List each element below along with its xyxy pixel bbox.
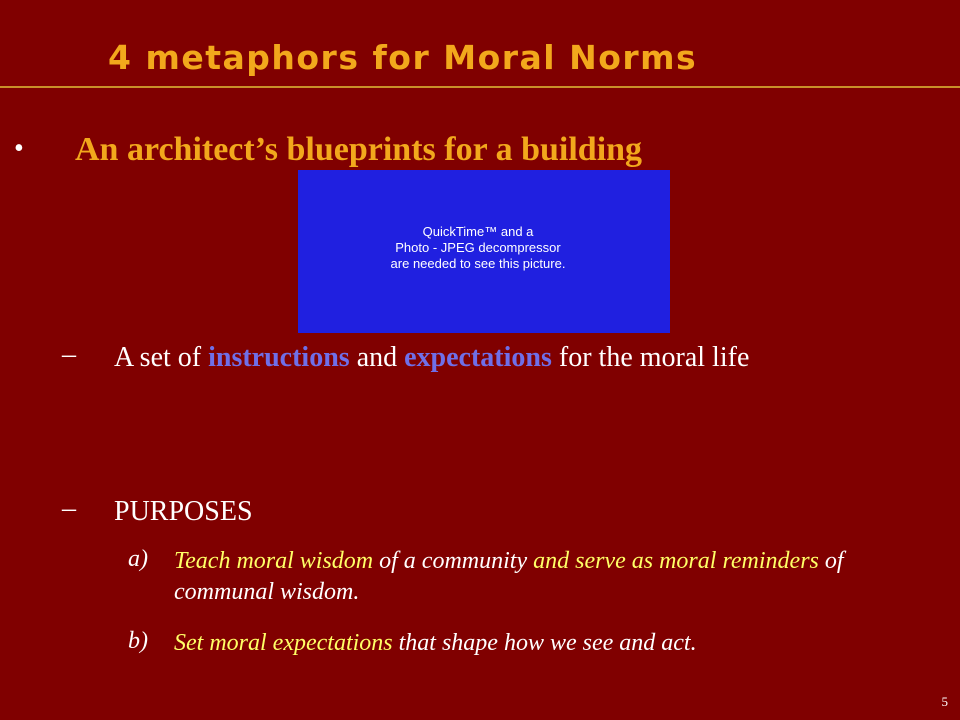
item-a-emphasis-2: and serve as moral reminders bbox=[533, 548, 819, 574]
highlight-expectations: expectations bbox=[404, 342, 552, 373]
sub-bullet-instructions bbox=[114, 339, 904, 377]
slide-title: 4 metaphors for Moral Norms bbox=[108, 38, 698, 77]
sub1-text-a: A set of bbox=[114, 342, 209, 373]
sub1-text-b: and bbox=[349, 342, 405, 373]
image-placeholder bbox=[298, 170, 670, 333]
item-label-b: b) bbox=[128, 628, 148, 654]
item-b-emphasis-1: Set moral expectations bbox=[174, 630, 393, 656]
title-divider bbox=[0, 86, 960, 88]
page-number: 5 bbox=[941, 694, 948, 709]
sub-bullet-dash-1: – bbox=[62, 339, 76, 370]
placeholder-line-3: are needed to see this picture. bbox=[390, 256, 566, 271]
sub-bullet-dash-2: – bbox=[62, 493, 76, 524]
placeholder-line-2: Photo - JPEG decompressor bbox=[395, 240, 561, 255]
sub1-text-c: for the moral life bbox=[551, 342, 750, 373]
purpose-item-b bbox=[174, 628, 914, 659]
item-label-a: a) bbox=[128, 546, 148, 572]
sub-bullet-purposes: PURPOSES bbox=[114, 496, 253, 527]
highlight-instructions: instructions bbox=[208, 342, 350, 373]
placeholder-line-1: QuickTime™ and a bbox=[422, 224, 534, 239]
item-a-text-1: of a community bbox=[373, 548, 534, 574]
placeholder-message bbox=[338, 224, 618, 272]
item-b-text-1: that shape how we see and act. bbox=[392, 630, 697, 656]
main-bullet: An architect’s blueprints for a building bbox=[75, 131, 643, 168]
purpose-item-a bbox=[174, 546, 914, 608]
item-a-emphasis-1: Teach moral wisdom bbox=[174, 548, 374, 574]
item-a-text-2: of communal wisdom. bbox=[174, 548, 844, 605]
bullet-marker: • bbox=[14, 133, 24, 164]
